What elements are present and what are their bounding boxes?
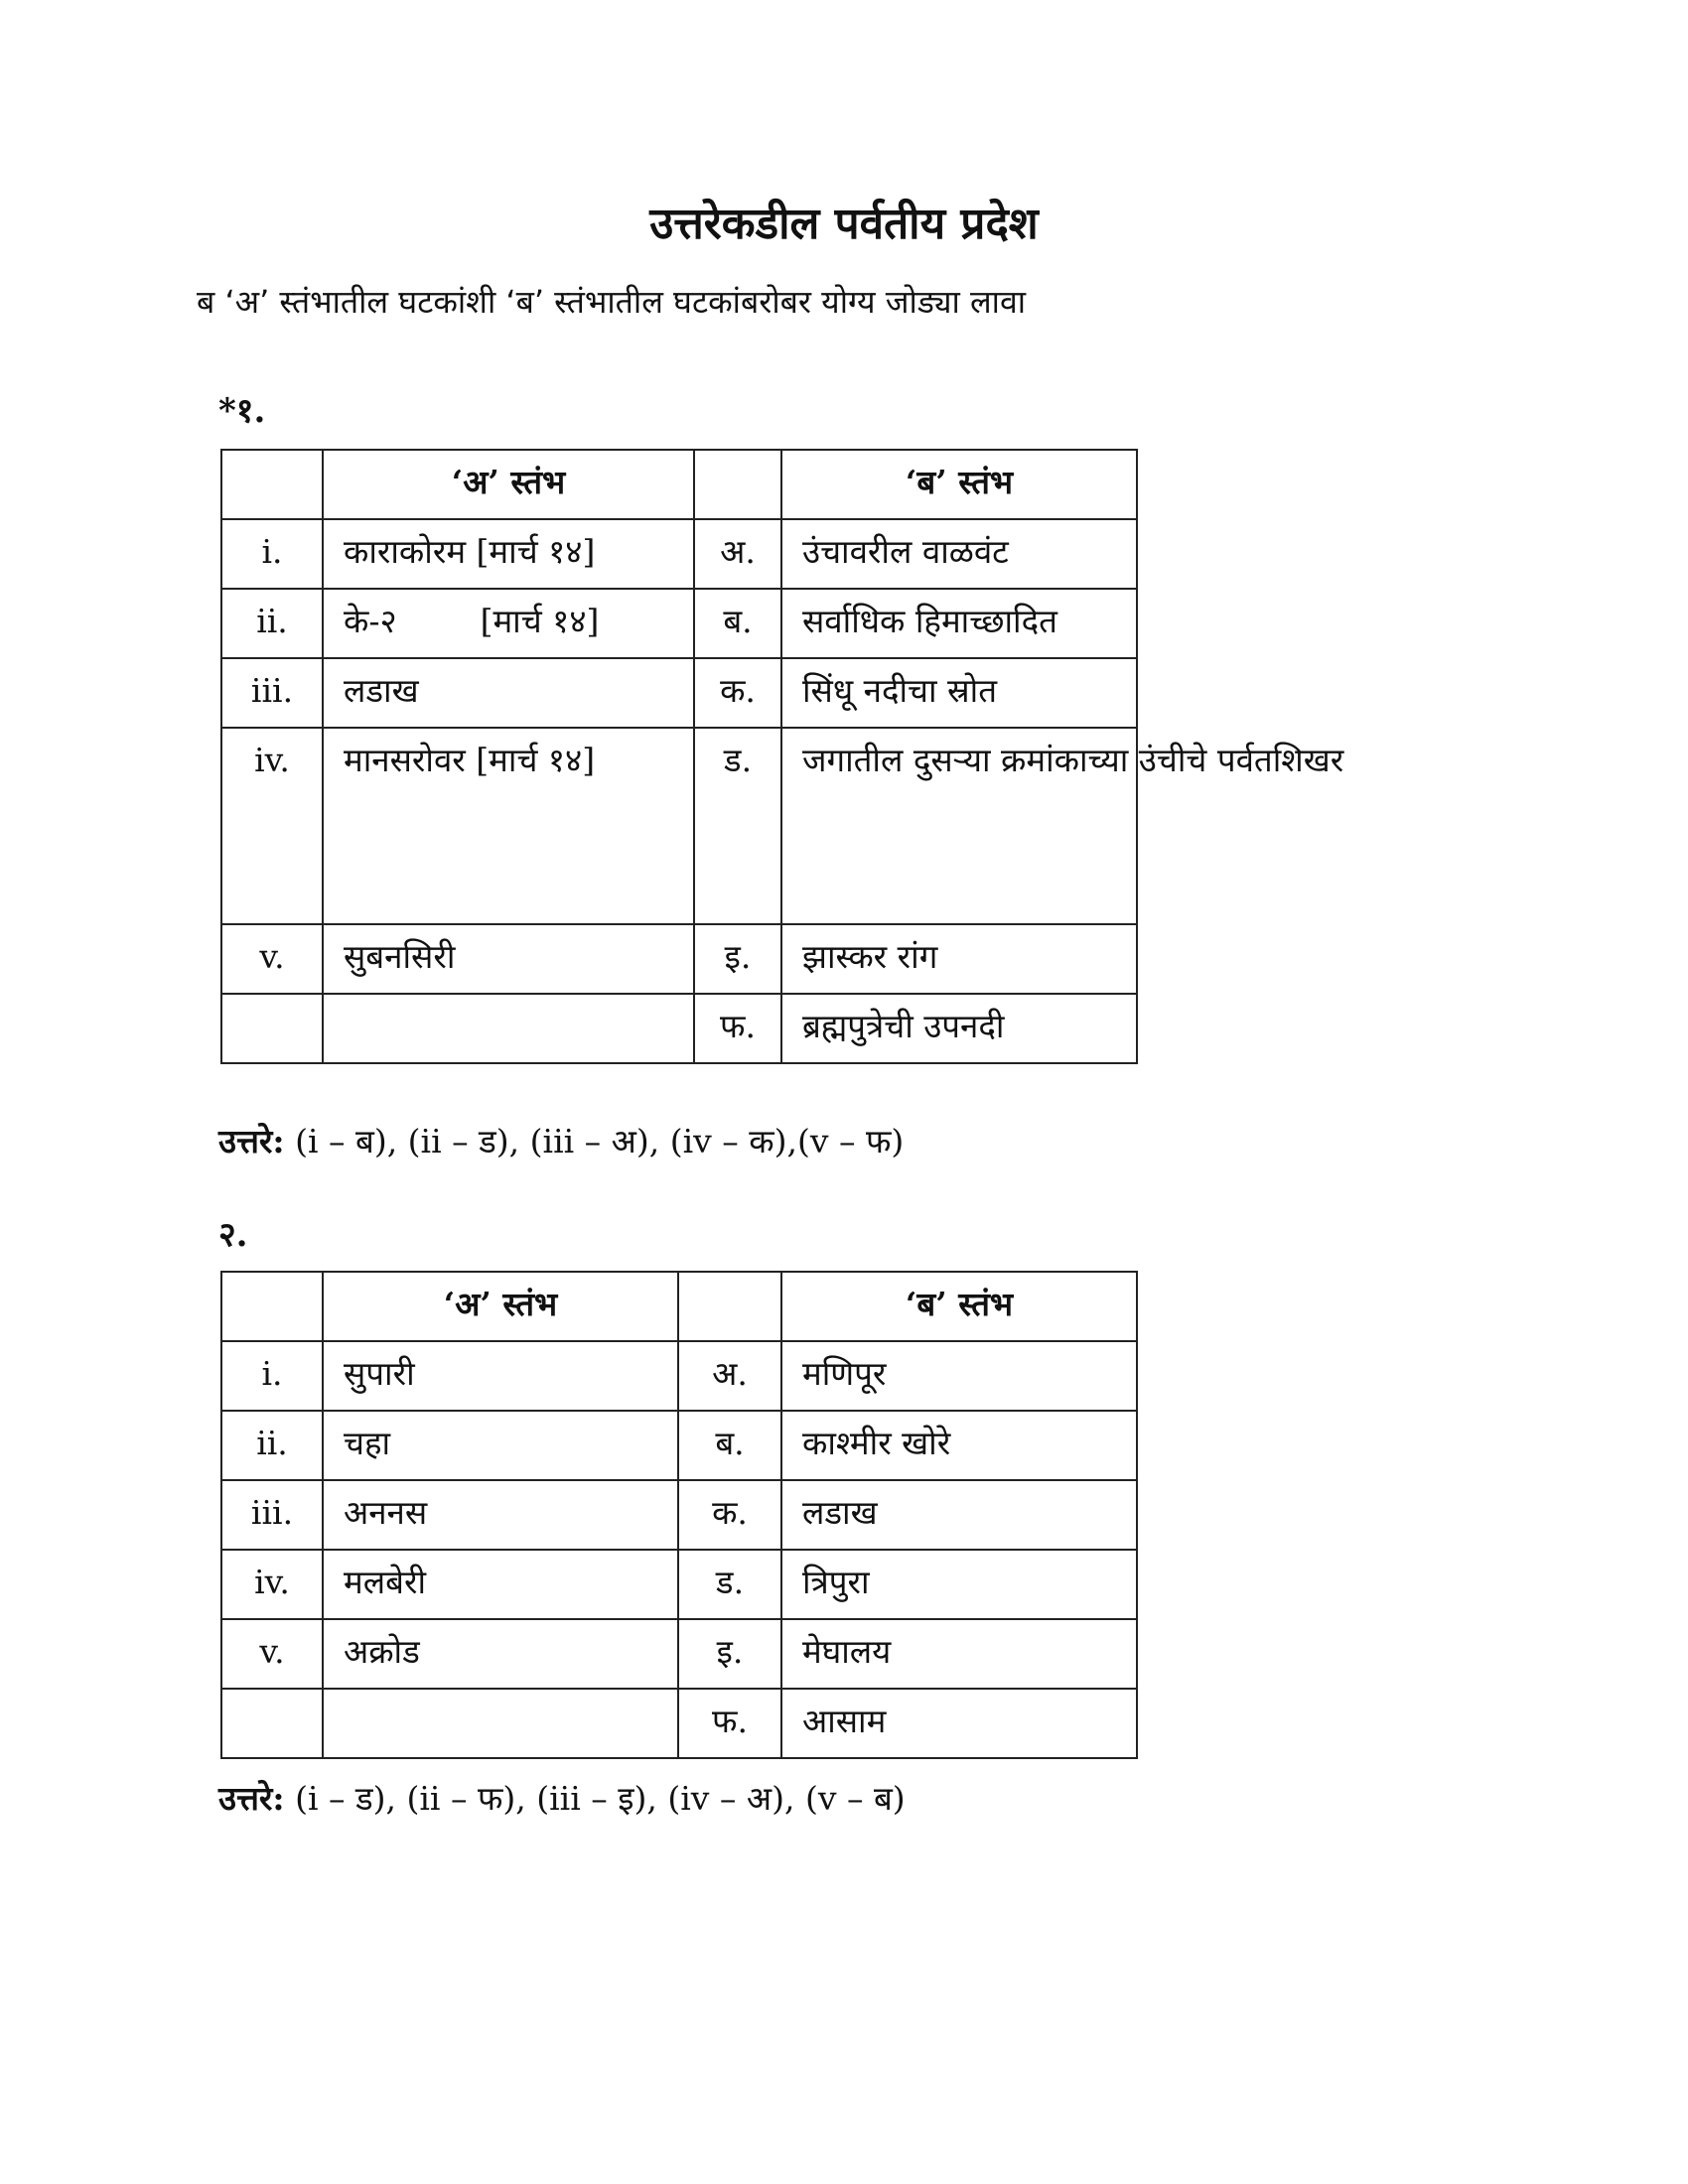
table-row xyxy=(221,1480,1137,1550)
row-number: v. xyxy=(221,924,323,994)
match-table xyxy=(220,1271,1138,1759)
row-number: iii. xyxy=(221,1480,323,1550)
row-number: ii. xyxy=(221,1411,323,1480)
match-table xyxy=(220,449,1344,1064)
row-number: iii. xyxy=(221,658,323,728)
table-row xyxy=(221,658,1137,728)
row-letter: क. xyxy=(694,658,781,728)
page-title: उत्तरेकडील पर्वतीय प्रदेश xyxy=(649,199,1039,249)
row-number: iv. xyxy=(221,1550,323,1619)
row-letter: इ. xyxy=(678,1619,781,1689)
column-b-item: सर्वाधिक हिमाच्छादित xyxy=(781,589,1137,658)
table-row xyxy=(221,1341,1137,1411)
answer-label: उत्तरे: xyxy=(218,1122,285,1160)
column-a-item: अक्रोड xyxy=(323,1619,678,1689)
column-a-item: काराकोरम [मार्च १४] xyxy=(323,519,694,589)
column-a-item: चहा xyxy=(323,1411,678,1480)
row-letter: फ. xyxy=(678,1689,781,1758)
column-b-item: मेघालय xyxy=(781,1619,1137,1689)
row-number: i. xyxy=(221,519,323,589)
column-b-item: सिंधू नदीचा स्रोत xyxy=(781,658,1137,728)
header-blank-cell xyxy=(221,1272,323,1341)
answer-text: (i – ड), (ii – फ), (iii – इ), (iv – अ), (v – ब) xyxy=(295,1779,906,1818)
row-letter: ब. xyxy=(678,1411,781,1480)
row-letter: ब. xyxy=(694,589,781,658)
instruction-text: ब ‘अ’ स्तंभातील घटकांशी ‘ब’ स्तंभातील घटकांबरोबर योग्य जोड्या लावा xyxy=(197,283,1027,321)
column-a-item xyxy=(323,994,694,1063)
header-blank-cell xyxy=(678,1272,781,1341)
row-number: v. xyxy=(221,1619,323,1689)
column-a-header: ‘अ’ स्तंभ xyxy=(323,450,694,519)
row-letter: ड. xyxy=(678,1550,781,1619)
row-letter: इ. xyxy=(694,924,781,994)
row-letter: फ. xyxy=(694,994,781,1063)
column-b-item: त्रिपुरा xyxy=(781,1550,1137,1619)
table-row xyxy=(221,728,1137,924)
column-b-item: मणिपूर xyxy=(781,1341,1137,1411)
table-row xyxy=(221,589,1137,658)
column-a-item: मानसरोवर [मार्च १४] xyxy=(323,728,694,924)
row-number: ii. xyxy=(221,589,323,658)
column-b-item: काश्मीर खोरे xyxy=(781,1411,1137,1480)
column-a-item: के-२ [मार्च १४] xyxy=(323,589,694,658)
column-b-item: ब्रह्मपुत्रेची उपनदी xyxy=(781,994,1137,1063)
row-letter: अ. xyxy=(678,1341,781,1411)
table-row xyxy=(221,924,1137,994)
column-a-header: ‘अ’ स्तंभ xyxy=(323,1272,678,1341)
column-b-item: आसाम xyxy=(781,1689,1137,1758)
column-b-item: उंचावरील वाळवंट xyxy=(781,519,1137,589)
column-b-item: जगातील दुसऱ्या क्रमांकाच्या उंचीचे पर्वतशिखर xyxy=(781,728,1137,924)
table-row xyxy=(221,1411,1137,1480)
column-a-item: सुबनसिरी xyxy=(323,924,694,994)
header-blank-cell xyxy=(694,450,781,519)
table-header-row xyxy=(221,450,1137,519)
answer-line xyxy=(218,1120,904,1163)
table-header-row xyxy=(221,1272,1137,1341)
column-b-header: ‘ब’ स्तंभ xyxy=(781,450,1137,519)
table-row xyxy=(221,1689,1137,1758)
row-number: i. xyxy=(221,1341,323,1411)
row-number xyxy=(221,994,323,1063)
column-a-item: सुपारी xyxy=(323,1341,678,1411)
answer-label: उत्तरे: xyxy=(218,1779,285,1818)
question-number: २. xyxy=(218,1215,248,1255)
column-a-item: मलबेरी xyxy=(323,1550,678,1619)
column-b-item: लडाख xyxy=(781,1480,1137,1550)
row-letter: क. xyxy=(678,1480,781,1550)
row-number: iv. xyxy=(221,728,323,924)
row-number xyxy=(221,1689,323,1758)
answer-line xyxy=(218,1777,906,1821)
table-row xyxy=(221,1550,1137,1619)
table-row xyxy=(221,1619,1137,1689)
header-blank-cell xyxy=(221,450,323,519)
table-row xyxy=(221,994,1137,1063)
column-a-item: लडाख xyxy=(323,658,694,728)
column-b-header: ‘ब’ स्तंभ xyxy=(781,1272,1137,1341)
column-b-item: झास्कर रांग xyxy=(781,924,1137,994)
table-row xyxy=(221,519,1137,589)
column-a-item xyxy=(323,1689,678,1758)
row-letter: अ. xyxy=(694,519,781,589)
row-letter: ड. xyxy=(694,728,781,924)
answer-text: (i – ब), (ii – ड), (iii – अ), (iv – क),(v – फ) xyxy=(295,1122,905,1160)
column-a-item: अननस xyxy=(323,1480,678,1550)
question-number: *१. xyxy=(218,391,266,431)
